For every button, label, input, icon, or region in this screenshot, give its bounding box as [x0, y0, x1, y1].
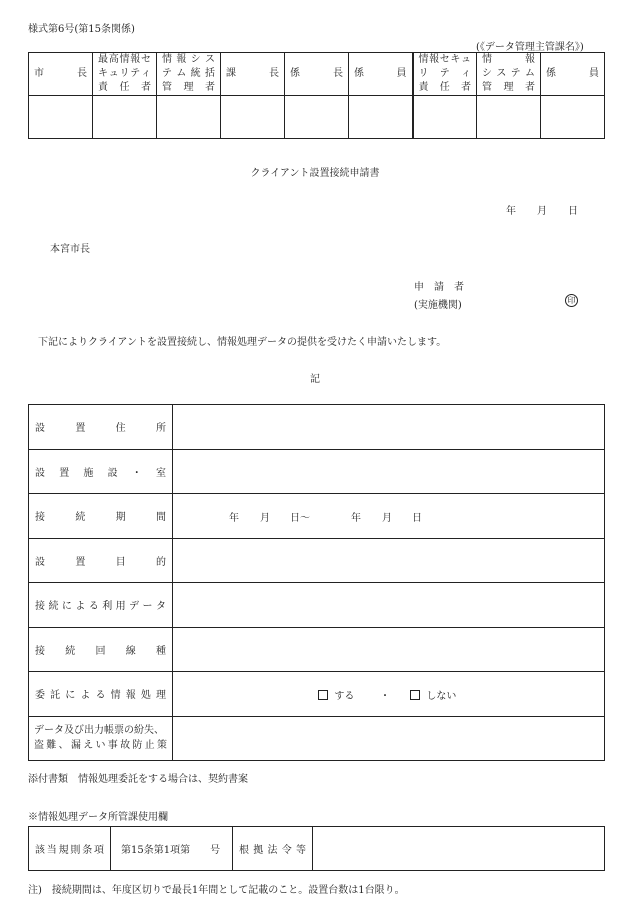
approval-header-text [93, 53, 156, 95]
period-end-day: 日 [412, 513, 422, 524]
label-text: 設 置 施 設 ・ 室 [35, 467, 166, 479]
approval-header-line: シ ス テ ム [482, 68, 535, 79]
approval-header-line: 市 長 [34, 68, 87, 79]
ki-heading: 記 [310, 374, 320, 385]
label-text: 該 当 規 則 条 項 [35, 845, 104, 856]
footnote: 注) 接続期間は、年度区切りで最長1年間として記載のこと。設置台数は1台限り。 [28, 885, 405, 896]
checkbox-icon[interactable] [410, 690, 420, 700]
label-line-1: データ及び出力帳票の紛失、 [34, 725, 164, 737]
office-use-title: ※情報処理データ所管課使用欄 [28, 812, 168, 823]
approval-header-0 [29, 53, 93, 96]
table-row [29, 672, 605, 717]
approval-stamp-cell[interactable] [157, 96, 221, 139]
approval-header-line: 係 員 [546, 68, 599, 79]
row-label [29, 583, 173, 628]
facility-field[interactable] [173, 449, 605, 494]
data-used-field[interactable] [173, 583, 605, 628]
approval-header-6 [413, 53, 477, 96]
period-start-day: 日〜 [290, 513, 310, 524]
approval-header-1 [93, 53, 157, 96]
row-label [29, 449, 173, 494]
label-text: 根 拠 法 令 等 [239, 845, 306, 856]
approval-header-line: 管 理 者 [162, 82, 215, 93]
label-text: 接 続 回 線 種 [35, 645, 166, 657]
approval-header-8 [541, 53, 605, 96]
approval-header-line: 最 高 情 報 セ [98, 54, 151, 65]
prevention-field[interactable] [173, 716, 605, 761]
approval-header-text [157, 53, 220, 95]
row-label [29, 494, 173, 539]
office-col1 [29, 827, 111, 871]
approval-header-text [541, 67, 604, 81]
basis-law-field[interactable] [313, 827, 605, 871]
applicant-org: (実施機関) [414, 300, 462, 311]
approval-header-text [285, 67, 348, 81]
approval-header-line: 情 報 シ ス [162, 54, 215, 65]
option-yes[interactable] [318, 687, 354, 702]
approval-header-text [414, 53, 477, 95]
row-label [29, 627, 173, 672]
label-text: 設 置 目 的 [35, 556, 166, 568]
form-number: 様式第6号(第15条関係) [28, 24, 135, 35]
document-title: クライアント設置接続申請書 [250, 168, 380, 179]
approval-header-line: キ ュ リ テ ィ [98, 68, 151, 79]
date-day: 日 [568, 206, 578, 217]
approval-stamp-cell[interactable] [29, 96, 93, 139]
dept-note: (《データ管理主管課名》) [476, 42, 584, 53]
checkbox-icon[interactable] [318, 690, 328, 700]
label-text: 接 続 に よ る 利 用 デ ー タ [35, 601, 166, 613]
approval-stamp-cell[interactable] [413, 96, 477, 139]
approval-header-line: 管 理 者 [482, 82, 535, 93]
row-label [29, 538, 173, 583]
approval-stamp-cell[interactable] [93, 96, 157, 139]
period-end-month: 月 [382, 513, 392, 524]
table-row [29, 449, 605, 494]
date-month: 月 [537, 206, 547, 217]
attachment-note: 添付書類 情報処理委託をする場合は、契約書案 [28, 774, 248, 785]
request-text: 下記によりクライアントを設置接続し、情報処理データの提供を受けたく申請いたします。 [38, 337, 447, 348]
table-row [29, 405, 605, 450]
approval-stamp-cell[interactable] [541, 96, 605, 139]
period-start-year: 年 [229, 513, 239, 524]
period-end-year: 年 [351, 513, 361, 524]
approval-header-text [221, 67, 284, 81]
label-line-2: 盗 難 、 漏 え い 事 故 防 止 策 [34, 740, 167, 752]
applicant-label: 申 請 者 [414, 282, 464, 293]
approval-header-line: 係 長 [290, 68, 343, 79]
approval-header-line: 責 任 者 [418, 82, 471, 93]
approval-header-3 [221, 53, 285, 96]
office-use-table [28, 826, 605, 871]
addressee: 本宮市長 [50, 244, 90, 255]
approval-header-line: 情 報 [482, 54, 535, 65]
approval-stamp-cell[interactable] [349, 96, 413, 139]
address-field[interactable] [173, 405, 605, 450]
purpose-field[interactable] [173, 538, 605, 583]
approval-table [28, 52, 605, 139]
row-label [29, 716, 173, 761]
approval-stamp-cell[interactable] [221, 96, 285, 139]
approval-header-text [477, 53, 540, 95]
approval-header-2 [157, 53, 221, 96]
label-text: 接 続 期 間 [35, 512, 166, 524]
approval-header-line: リ テ ィ [418, 68, 471, 79]
date-year: 年 [506, 206, 516, 217]
option-no[interactable] [410, 687, 456, 702]
outsourcing-field [173, 672, 605, 717]
approval-header-line: 情 報 セ キ ュ [418, 54, 471, 65]
rule-clause-field[interactable]: 第15条第1項第 号 [111, 827, 233, 871]
approval-header-line: 責 任 者 [98, 82, 151, 93]
approval-header-4 [285, 53, 349, 96]
seal-icon: 印 [565, 294, 578, 307]
seal-mark [565, 294, 578, 307]
table-row [29, 716, 605, 761]
table-row [29, 627, 605, 672]
approval-header-line: 課 長 [226, 68, 279, 79]
table-row [29, 494, 605, 539]
label-text: 委 託 に よ る 情 報 処 理 [35, 690, 166, 702]
approval-header-text [29, 67, 92, 81]
option-yes-label: する [334, 691, 355, 702]
option-separator: ・ [380, 691, 390, 702]
main-table [28, 404, 605, 761]
line-type-field[interactable] [173, 627, 605, 672]
office-col3 [233, 827, 313, 871]
approval-stamp-cell[interactable] [477, 96, 541, 139]
row-label [29, 672, 173, 717]
option-no-label: しない [426, 691, 457, 702]
approval-stamp-cell[interactable] [285, 96, 349, 139]
label-text: 設 置 住 所 [35, 423, 166, 435]
period-start-month: 月 [260, 513, 270, 524]
table-row [29, 583, 605, 628]
approval-header-text [349, 67, 412, 81]
table-row [29, 538, 605, 583]
approval-header-line: テ ム 統 括 [162, 68, 215, 79]
row-label [29, 405, 173, 450]
approval-header-7 [477, 53, 541, 96]
approval-header-line: 係 員 [354, 68, 407, 79]
approval-header-5 [349, 53, 413, 96]
period-field[interactable] [173, 494, 605, 539]
